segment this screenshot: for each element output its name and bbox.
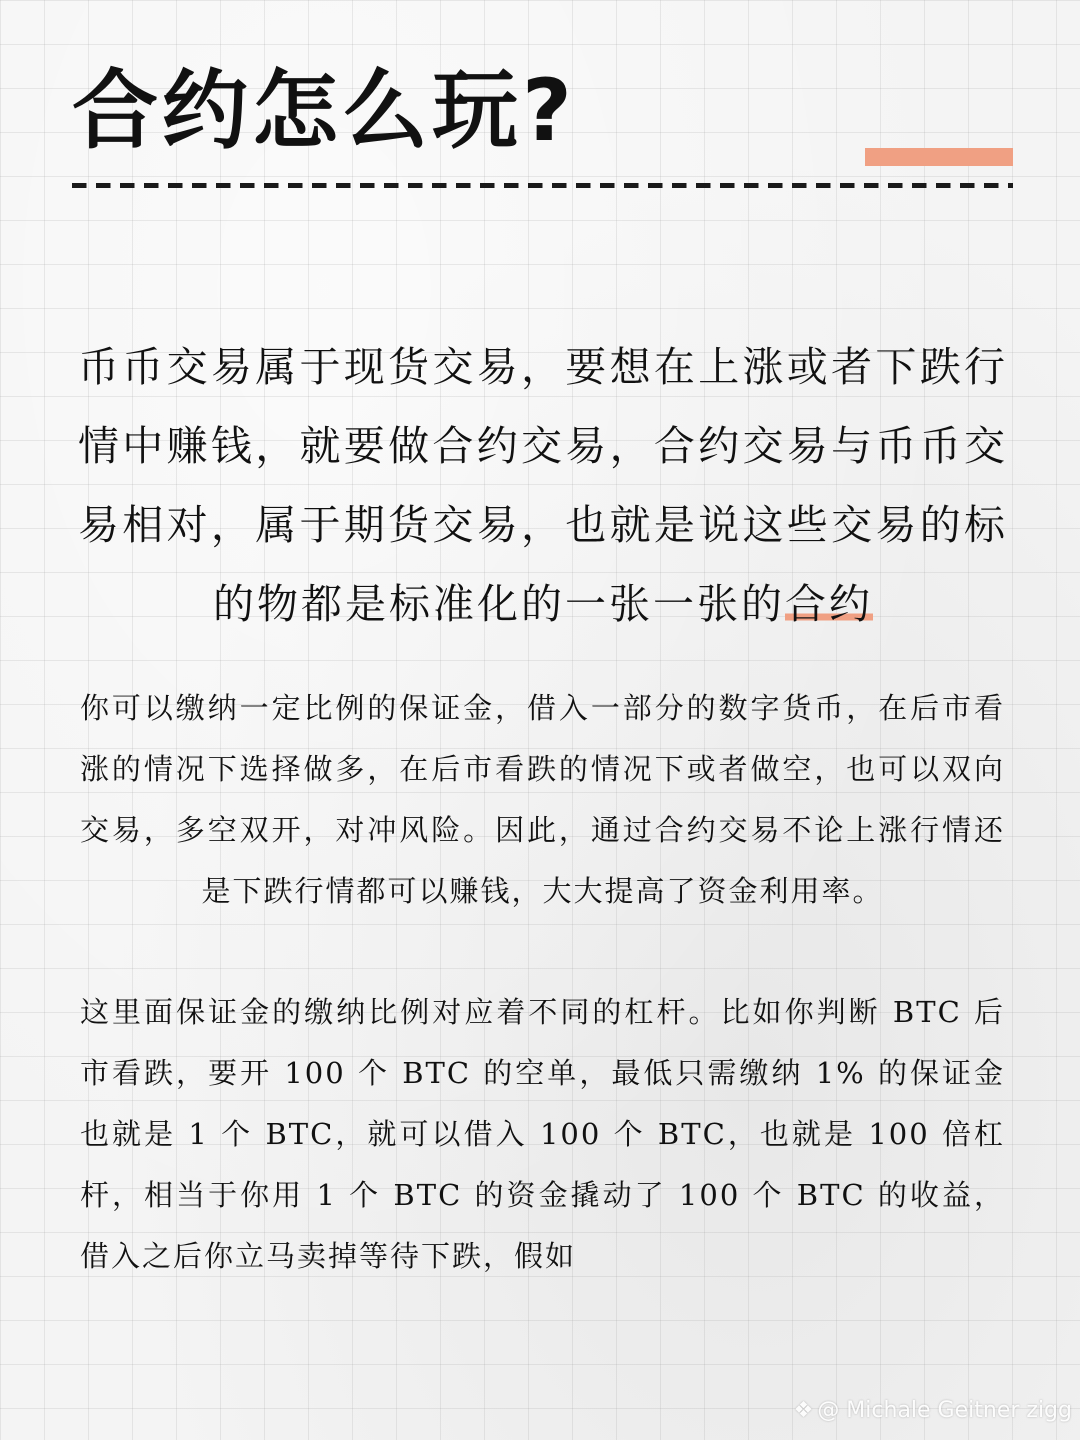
- lead-paragraph: [78, 328, 1008, 644]
- body-paragraph-1: 你可以缴纳一定比例的保证金，借入一部分的数字货币，在后市看涨的情况下选择做多，在后市看跌的情况下或者做空，也可以双向交易，多空双开，对冲风险。因此，通过合约交易不论上涨行情还是下跌行情都可以赚钱，大大提高了资金利用率。: [80, 691, 1005, 908]
- body-paragraph-2: 这里面保证金的缴纳比例对应着不同的杠杆。比如你判断 BTC 后市看跌，要开 100 个 BTC 的空单，最低只需缴纳 1% 的保证金也就是 1 个 BTC，就可以借入 100 个 BTC，也就是 100 倍杠杆，相当于你用 1 个 BTC 的资金撬动了 100 个 BTC 的收益，借入之后你立马卖掉等待下跌，假如: [80, 995, 1005, 1273]
- lead-text: 币币交易属于现货交易，要想在上涨或者下跌行情中赚钱，就要做合约交易，合约交易与币币交易相对，属于期货交易，也就是说这些交易的标的物都是标准化的一张一张的: [78, 343, 1008, 628]
- dashed-divider: [72, 183, 1013, 188]
- accent-bar: [865, 148, 1013, 166]
- diamond-logo-icon: ❖: [793, 1398, 814, 1423]
- watermark-text: @ Michale Geitner zigg: [817, 1398, 1072, 1423]
- lead-highlight: 合约: [785, 580, 873, 628]
- watermark: [794, 1398, 1072, 1423]
- page-title: 合约怎么玩?: [72, 61, 576, 161]
